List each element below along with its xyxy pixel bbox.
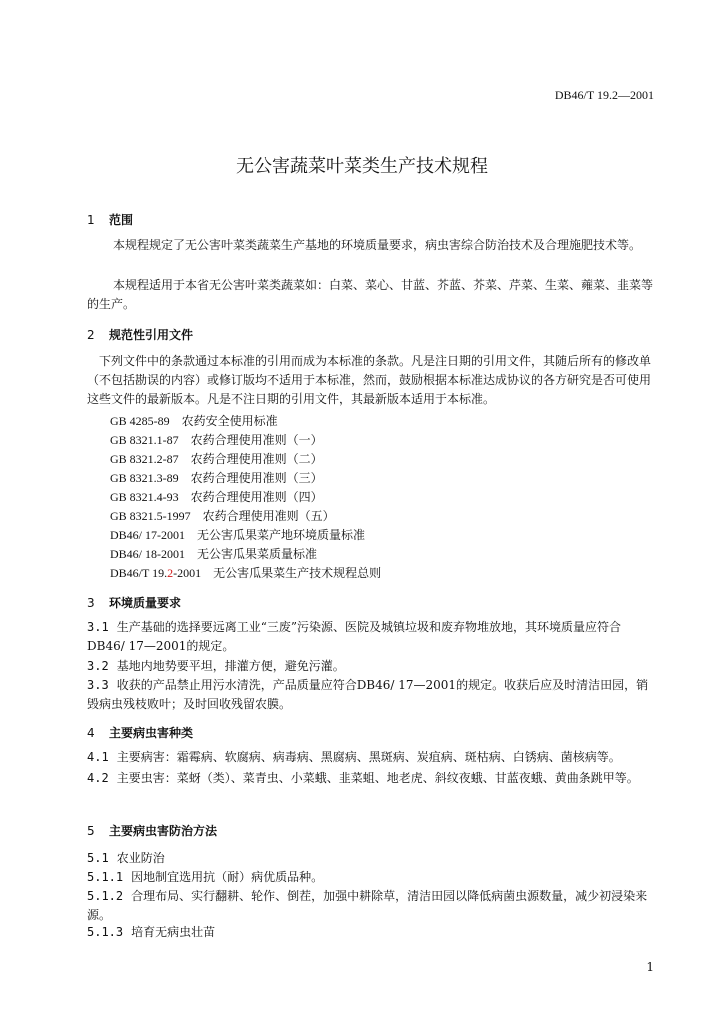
clause-number: 5.1.3: [87, 925, 124, 939]
section-3-heading: [87, 594, 181, 611]
clause-item: [87, 887, 657, 925]
section-5-heading: [87, 822, 217, 839]
clause-number: 3.1: [87, 620, 109, 634]
clause-text: 生产基础的选择要远离工业“三废”污染源、医院及城镇垃圾和废弃物堆放地，其环境质量应符合DB46/ 17—2001的规定。: [87, 620, 621, 653]
clause-number: 4.1: [87, 750, 109, 764]
reference-item: [110, 488, 323, 505]
clause-item: [87, 618, 657, 656]
clause-text: 合理布局、实行翻耕、轮作、倒茬，加强中耕除草，清洁田园以降低病菌虫源数量，减少初浸染来源。: [87, 889, 648, 922]
section-number: 1: [87, 213, 95, 227]
reference-code: GB 4285-89: [110, 414, 170, 428]
reference-title: 农药合理使用准则（三）: [190, 471, 323, 485]
reference-item: [110, 507, 335, 524]
section-title: 主要病虫害防治方法: [109, 824, 218, 838]
clause-text: 基地内地势要平坦，排灌方便，避免污灌。: [116, 659, 345, 673]
reference-code: DB46/ 18-2001: [110, 547, 185, 561]
reference-item: [110, 469, 323, 486]
section-1-heading: [87, 211, 133, 228]
section-title: 主要病虫害种类: [109, 726, 194, 740]
section-1-paragraph-1: 本规程规定了无公害叶菜类蔬菜生产基地的环境质量要求，病虫害综合防治技术及合理施肥技术等。: [113, 238, 642, 252]
clause-item: [87, 676, 657, 714]
reference-item: [110, 526, 365, 543]
reference-code: [110, 566, 201, 581]
reference-item: [110, 450, 323, 467]
section-number: 4: [87, 726, 95, 740]
reference-title: 农药合理使用准则（一）: [190, 433, 323, 447]
clause-item: [87, 748, 657, 767]
page-title: 无公害蔬菜叶菜类生产技术规程: [236, 156, 488, 177]
section-1-paragraph-2: 本规程适用于本省无公害叶菜类蔬菜如：白菜、菜心、甘蓝、芥蓝、芥菜、芹菜、生菜、蕹菜、韭菜等的生产。: [87, 278, 654, 311]
reference-title: 农药合理使用准则（二）: [190, 452, 323, 466]
reference-title: 无公害瓜果菜质量标准: [197, 547, 318, 561]
clause-text: 主要虫害：菜蚜（类）、菜青虫、小菜蛾、韭菜蛆、地老虎、斜纹夜蛾、甘蓝夜蛾、黄曲条跳甲等。: [116, 771, 639, 785]
section-title: 规范性引用文件: [109, 328, 194, 342]
reference-code-part: DB46/T 19.: [110, 566, 168, 580]
clause-number: 5.1: [87, 851, 109, 865]
reference-code: GB 8321.2-87: [110, 452, 179, 466]
reference-title: 无公害瓜果菜产地环境质量标准: [197, 528, 366, 542]
section-2-heading: [87, 326, 193, 343]
clause-item: [87, 868, 657, 887]
clause-text: 主要病害：霜霉病、软腐病、病毒病、黑腐病、黑斑病、炭疽病、斑枯病、白锈病、菌核病等。: [116, 750, 621, 764]
reference-title: 农药合理使用准则（五）: [202, 509, 335, 523]
section-title: 环境质量要求: [109, 596, 182, 610]
reference-code-highlight: 2: [167, 566, 174, 580]
clause-text: 培育无病虫壮苗: [131, 925, 216, 939]
reference-code: DB46/ 17-2001: [110, 528, 185, 542]
reference-code: GB 8321.3-89: [110, 471, 179, 485]
clause-item: [87, 769, 657, 788]
page-number: 1: [646, 960, 654, 974]
reference-item: [110, 412, 278, 429]
clause-number: 3.2: [87, 659, 109, 673]
clause-text: 收获的产品禁止用污水清洗，产品质量应符合DB46/ 17—2001的规定。收获后应及时清洁田园，销毁病虫残枝败叶；及时回收残留农膜。: [87, 678, 649, 711]
clause-number: 5.1.1: [87, 870, 124, 884]
clause-item: [87, 849, 657, 868]
clause-number: 5.1.2: [87, 889, 124, 903]
reference-code: GB 8321.1-87: [110, 433, 179, 447]
section-number: 3: [87, 596, 95, 610]
reference-code-part: -2001: [173, 566, 202, 580]
reference-item: [110, 431, 323, 448]
section-number: 2: [87, 328, 95, 342]
reference-code: GB 8321.4-93: [110, 490, 179, 504]
clause-text: 因地制宜选用抗（耐）病优质品种。: [131, 870, 324, 884]
clause-text: 农业防治: [116, 851, 165, 865]
reference-code: GB 8321.5-1997: [110, 509, 191, 523]
clause-item: [87, 657, 657, 676]
clause-number: 3.3: [87, 678, 109, 692]
section-number: 5: [87, 824, 95, 838]
reference-title: 无公害瓜果菜生产技术规程总则: [213, 566, 382, 580]
document-code: DB46/T 19.2—2001: [554, 88, 654, 102]
reference-title: 农药合理使用准则（四）: [190, 490, 323, 504]
section-2-intro: 下列文件中的条款通过本标准的引用而成为本标准的条款。凡是注日期的引用文件，其随后所有的修改单（不包括勘误的内容）或修订版均不适用于本标准，然而，鼓励根据本标准达成协议的各方研究是否可使用这些文件的最新版本。凡是不注日期的引用文件，其最新版本适用于本标准。: [87, 354, 652, 406]
clause-number: 4.2: [87, 771, 109, 785]
clause-item: [87, 923, 657, 942]
reference-title: 农药安全使用标准: [181, 414, 278, 428]
reference-item: [110, 564, 381, 581]
section-title: 范围: [109, 213, 134, 227]
section-4-heading: [87, 724, 193, 741]
reference-item: [110, 545, 317, 562]
